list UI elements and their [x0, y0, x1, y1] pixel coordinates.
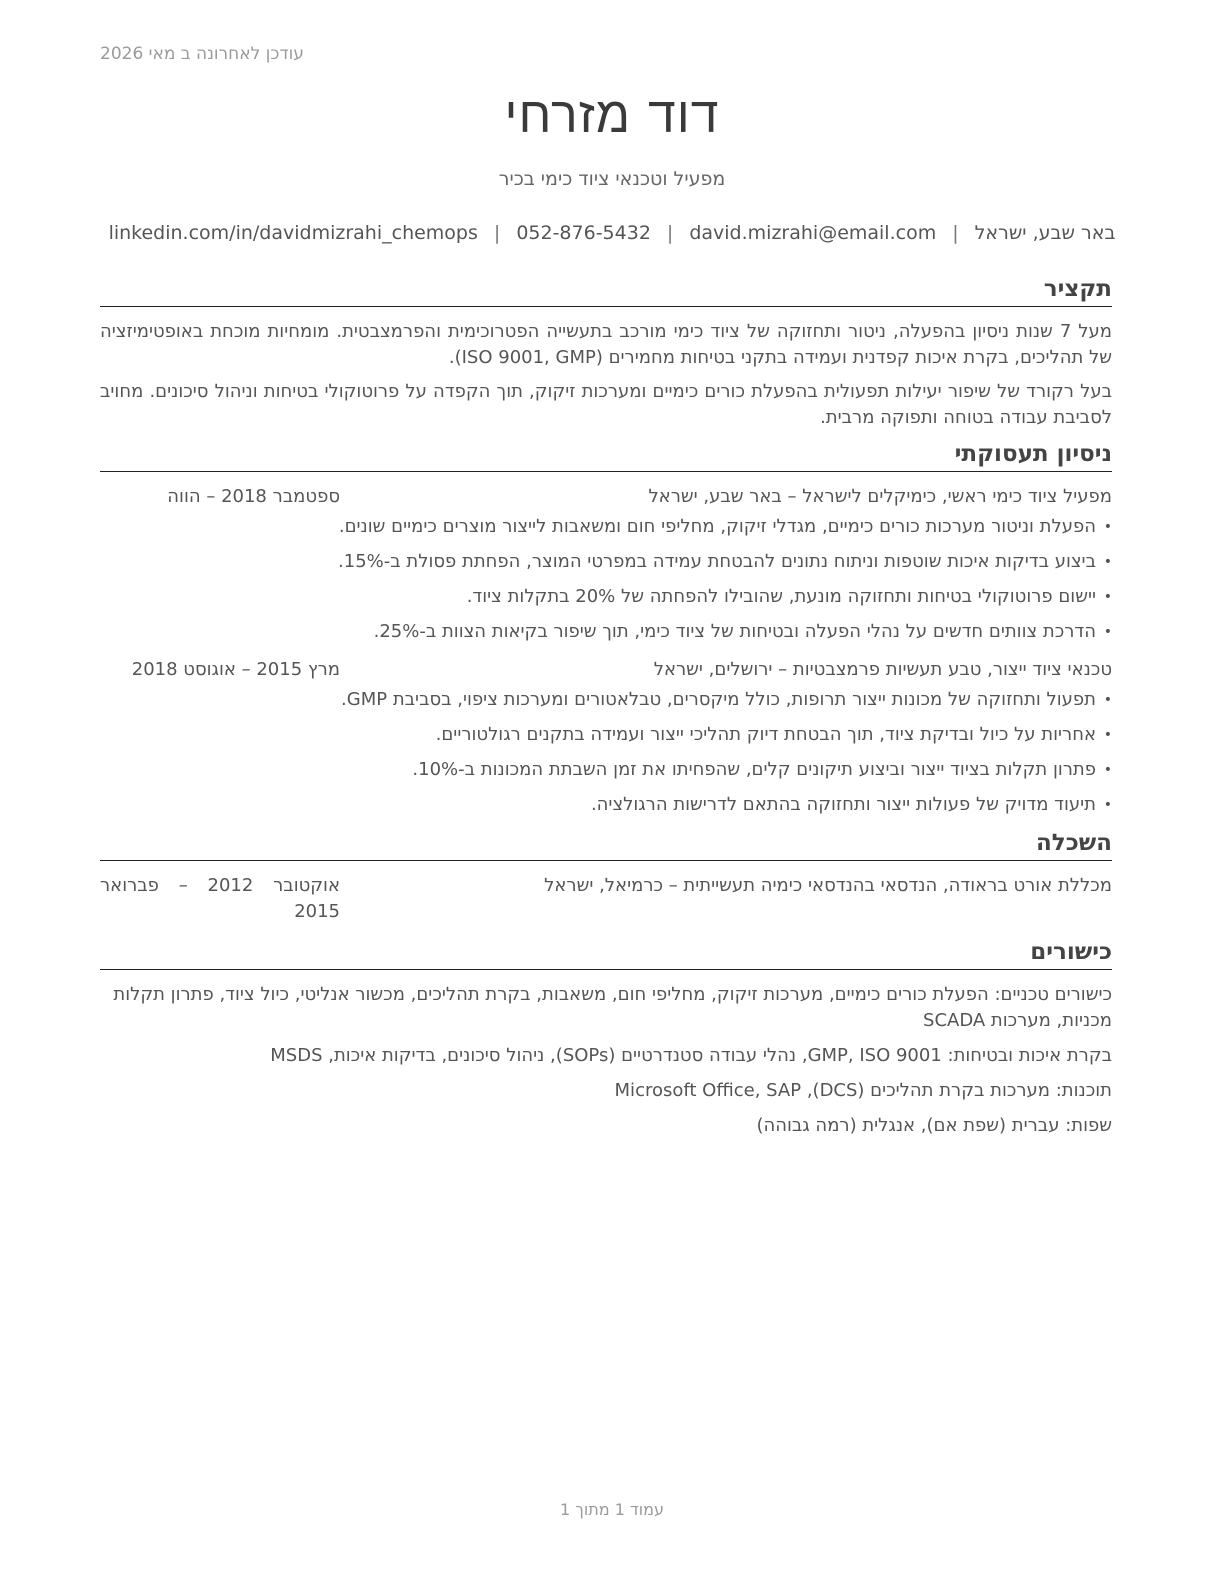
summary-paragraph: בעל רקורד של שיפור יעילות תפעולית בהפעלת כורים כימיים ומערכות זיקוק, תוך הקפדה על פרוטוקולי בטיחות וניהול סיכונים. מחויב לסביבת עבודה בטוחה ותפוקה מרבית.	[100, 381, 1112, 428]
contact-location: באר שבע, ישראל	[974, 222, 1116, 244]
job-bullets	[100, 687, 1112, 818]
job-bullet: • אחריות על כיול ובדיקת ציוד, תוך הבטחת דיוק תהליכי ייצור ועמידה בתקנים רגולטוריים.	[100, 722, 1112, 748]
section-title-summary: תקציר	[100, 274, 1112, 307]
education-degree: מכללת אורט בראודה, הנדסאי בהנדסאי כימיה תעשייתית – כרמיאל, ישראל	[544, 875, 1112, 896]
job-dates: מרץ 2015 – אוגוסט 2018	[131, 659, 340, 680]
job-bullets	[100, 514, 1112, 645]
contact-linkedin[interactable]: linkedin.com/in/davidmizrahi_chemops	[108, 222, 478, 244]
contact-email[interactable]: david.mizrahi@email.com	[689, 222, 937, 244]
job-bullet: • פתרון תקלות בציוד ייצור וביצוע תיקונים קלים, שהפחיתו את זמן השבתת המכונות ב-10%.	[100, 757, 1112, 783]
job-role: טכנאי ציוד ייצור, טבע תעשיות פרמצבטיות – ירושלים, ישראל	[653, 659, 1112, 680]
job-role: מפעיל ציוד כימי ראשי, כימיקלים לישראל – באר שבע, ישראל	[648, 486, 1112, 507]
last-updated-note: עודכן לאחרונה ב מאי 2026	[100, 44, 304, 64]
job-bullet: • יישום פרוטוקולי בטיחות ותחזוקה מונעת, שהובילו להפחתה של 20% בתקלות ציוד.	[100, 584, 1112, 610]
contact-separator: |	[493, 222, 501, 244]
job-bullet: • תפעול ותחזוקה של מכונות ייצור תרופות, כולל מיקסרים, טבלאטורים ומערכות ציפוי, בסביבת GMP.	[100, 687, 1112, 713]
candidate-name: דוד מזרחי	[504, 86, 720, 144]
section-title-skills: כישורים	[100, 937, 1112, 970]
contact-separator: |	[952, 222, 959, 244]
summary-section	[100, 274, 1112, 431]
job-header	[100, 484, 1112, 510]
page-footer: עמוד 1 מתוך 1	[560, 1500, 664, 1519]
contact-line	[0, 222, 1224, 244]
job-bullet: • הדרכת צוותים חדשים על נהלי הפעלה ובטיחות של ציוד כימי, תוך שיפור בקיאות הצוות ב-25%.	[100, 619, 1112, 645]
job-dates: ספטמבר 2018 – הווה	[167, 486, 340, 507]
skills-line: כישורים טכניים: הפעלת כורים כימיים, מערכות זיקוק, מחליפי חום, משאבות, בקרת תהליכים, מכשור אנליטי, כיול ציוד, פתרון תקלות מכניות, מערכות SCADA	[113, 984, 1112, 1031]
job-header	[100, 657, 1112, 683]
skills-line: בקרת איכות ובטיחות: GMP, ISO 9001, נהלי עבודה סטנדרטיים (SOPs), ניהול סיכונים, בדיקות איכות, MSDS	[270, 1045, 1112, 1066]
job-bullet: • ביצוע בדיקות איכות שוטפות וניתוח נתונים להבטחת עמידה במפרטי המוצר, הפחתת פסולת ב-15%.	[100, 549, 1112, 575]
job-entry	[100, 657, 1112, 818]
skills-line: שפות: עברית (שפת אם), אנגלית (רמה גבוהה)	[756, 1115, 1112, 1136]
skills-line: תוכנות: מערכות בקרת תהליכים (DCS), Microsoft Office, SAP	[614, 1080, 1112, 1101]
summary-paragraph: מעל 7 שנות ניסיון בהפעלה, ניטור ותחזוקה של ציוד כימי מורכב בתעשייה הפטרוכימית והפרמצבטית. מומחיות מוכחת באופטימיזציה של תהליכים, בקרת איכות קפדנית ועמידה בתקני בטיחות מחמירים (ISO 9001, GMP).	[100, 321, 1112, 368]
candidate-title: מפעיל וטכנאי ציוד כימי בכיר	[498, 168, 726, 190]
job-entry	[100, 484, 1112, 645]
experience-section	[100, 439, 1112, 818]
section-title-education: השכלה	[100, 828, 1112, 861]
job-bullet: • תיעוד מדויק של פעולות ייצור ותחזוקה בהתאם לדרישות הרגולציה.	[100, 792, 1112, 818]
education-dates: אוקטובר 2012 – פברואר 2015	[100, 875, 340, 922]
contact-separator: |	[666, 222, 674, 244]
skills-section	[100, 937, 1112, 1139]
education-entry	[100, 873, 1112, 925]
resume-body	[100, 274, 1112, 1148]
contact-phone[interactable]: 052-876-5432	[516, 222, 651, 244]
job-bullet: • הפעלת וניטור מערכות כורים כימיים, מגדלי זיקוק, מחליפי חום ומשאבות לייצור מוצרים כימיים שונים.	[100, 514, 1112, 540]
section-title-experience: ניסיון תעסוקתי	[100, 439, 1112, 472]
education-section	[100, 828, 1112, 925]
